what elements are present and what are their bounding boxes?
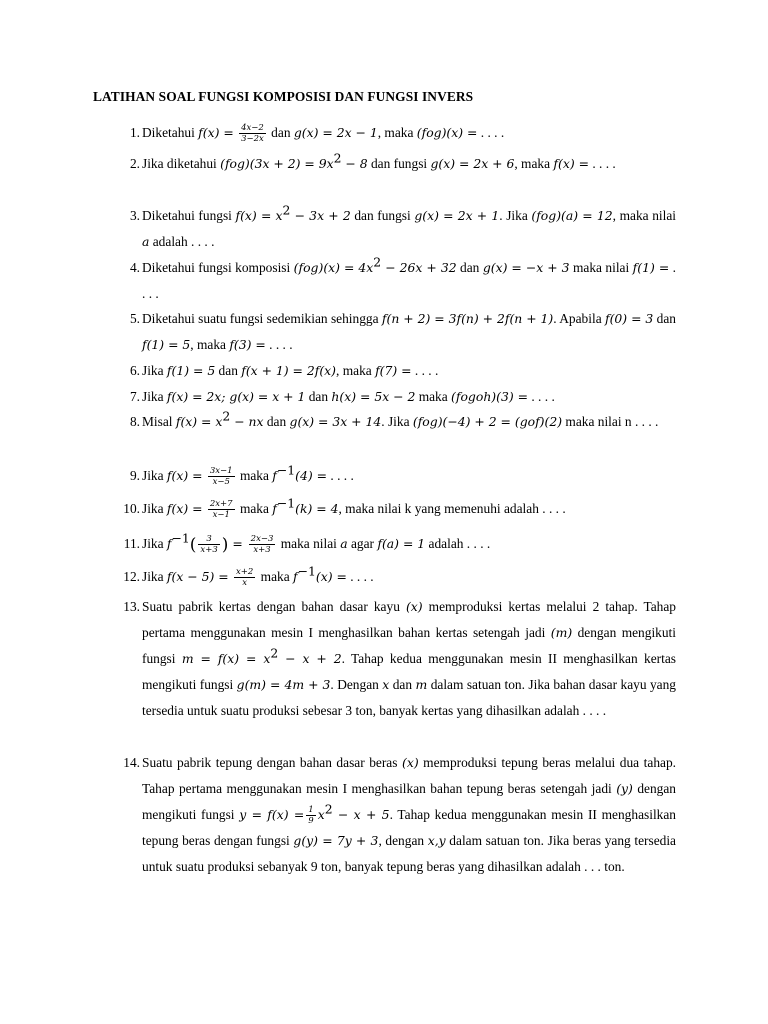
text: , dengan [378,833,428,848]
math: x,y [427,833,446,848]
math: (fogoh)(3) = [451,389,529,404]
left-paren: ( [189,534,197,555]
text: Jika [142,501,167,516]
text: dan fungsi [350,208,415,223]
text: maka nilai [277,536,341,551]
math: a [340,536,348,551]
question-9 [100,463,676,489]
question-1 [100,120,676,146]
math: (fog)(a) = 12 [531,208,613,223]
text: dengan mengikuti fungsi [142,781,676,822]
text: dengan mengikuti fungsi [142,625,676,666]
question-number: 1. [129,125,140,140]
question-number: 11. [123,536,140,551]
text: Diketahui fungsi komposisi [142,260,294,275]
fraction [306,805,315,826]
numerator: 1 [308,805,314,816]
question-12 [100,564,676,590]
denominator: 9 [308,816,314,827]
question-10 [100,496,676,522]
question-6 [100,358,676,384]
math: m = f(x) = x [181,651,271,666]
text: , maka [336,363,376,378]
math: f [272,468,277,483]
numerator: 3x−1 [209,466,233,477]
text: dan [263,414,290,429]
math: f(0) = 3 [605,311,654,326]
text: maka [236,501,273,516]
question-number: 7. [129,389,140,404]
math: g(x) = 2x + 1 [414,208,500,223]
text: . Apabila [553,311,605,326]
superscript: −1 [297,563,316,579]
text: dan [267,125,294,140]
question-number: 2. [129,156,140,171]
math: (y) [616,781,633,796]
math: (fog)(−4) + 2 = (gof)(2) [412,414,563,429]
text: Jika [142,389,167,404]
math: (fog)(3x + 2) = 9x [220,156,334,171]
right-paren: ) [221,534,229,555]
text: adalah . . . . [425,536,491,551]
text: , maka nilai [612,208,676,223]
math: (x) = [315,569,347,584]
numerator: 4x−2 [241,123,264,134]
math: − nx [230,414,264,429]
question-number: 9. [129,468,140,483]
text: memproduksi kertas melalui 2 tahap. Tahap pertama menggunakan mesin I menghasilkan bahan kertas setengah jadi [142,599,676,640]
text: dan [653,311,677,326]
fraction [208,499,235,520]
text: . . . . [477,125,505,140]
text: dan [456,260,483,275]
numerator: 3 [198,534,219,545]
numerator: 2x−3 [250,534,274,545]
text: dan [389,677,416,692]
math: (fog)(x) = [416,125,478,140]
math: − 3x + 2 [290,208,351,223]
text: maka nilai n . . . . [562,414,659,429]
text: , maka [514,156,554,171]
fraction [198,534,219,555]
math: f(x) = 2x; g(x) = x + 1 [166,389,306,404]
math: f(1) = 5 [166,363,216,378]
math: − x + 2 [278,651,342,666]
text: agar [347,536,378,551]
denominator: 3−2x [241,134,264,145]
document-title: LATIHAN SOAL FUNGSI KOMPOSISI DAN FUNGSI INVERS [93,89,474,104]
text: Jika [142,363,167,378]
text: . . . . [142,260,677,301]
math: f(x) = x [175,414,223,429]
text: dalam satuan ton. Jika bahan dasar kayu yang tersedia untuk suatu produksi sebesar 3 ton, banyak kertas yang dihasilkan adalah . . . . [142,677,676,718]
question-number: 14. [123,755,140,770]
math: x [382,677,390,692]
fraction [239,123,266,144]
math: f(x + 1) = 2f(x) [241,363,337,378]
question-3 [100,203,676,255]
math: f [293,569,298,584]
question-number: 4. [129,260,140,275]
text: Diketahui fungsi [142,208,236,223]
denominator: x+3 [253,545,271,556]
numerator: x+2 [236,567,254,578]
superscript: −1 [171,530,190,546]
math: h(x) = 5x − 2 [331,389,416,404]
text: Jika [142,468,167,483]
question-5 [100,306,676,358]
text: Diketahui [142,125,199,140]
math: f(1) = [632,260,670,275]
math: (4) = [295,468,328,483]
math: (k) = 4 [295,501,339,516]
question-text [142,384,676,410]
math: f(x) = [553,156,589,171]
math: (m) [550,625,573,640]
text: , maka [377,125,417,140]
text: maka [415,389,452,404]
text: . . . . [346,569,374,584]
question-number: 3. [129,208,140,223]
text: Suatu pabrik kertas dengan bahan dasar kayu [142,599,406,614]
text: dalam satuan ton. Jika beras yang tersedia untuk suatu produksi sebanyak 9 ton, banyak tepung beras yang dihasilkan adalah . . . ton. [142,833,676,874]
math: f(7) = [375,363,412,378]
question-number: 12. [123,569,140,584]
question-text [142,531,676,558]
math: f [272,501,277,516]
math: g(x) = 2x − 1 [293,125,378,140]
denominator: x−5 [212,477,230,488]
text: Jika diketahui [142,156,221,171]
text: Jika [142,569,167,584]
superscript: −1 [276,462,296,478]
math: f(x) = [198,125,234,140]
text: Misal [142,414,176,429]
text: adalah . . . . [149,234,215,249]
text: maka nilai [569,260,633,275]
question-text [142,594,676,724]
question-text [142,203,676,255]
math: g(x) = 3x + 14 [289,414,382,429]
text: , maka [190,337,230,352]
math: (x) [405,599,423,614]
text: dan [215,363,242,378]
numerator: 2x+7 [209,499,233,510]
math: g(x) = 2x + 6 [430,156,515,171]
question-text [142,151,676,177]
question-4 [100,255,676,307]
text: . . . . [588,156,616,171]
question-8 [100,409,676,435]
question-text [142,564,676,590]
question-number: 13. [123,599,140,614]
text: . Tahap kedua menggunakan mesin II menghasilkan tepung beras dengan fungsi [142,807,677,848]
question-number: 8. [129,414,140,429]
text: memproduksi tepung beras melalui dua tahap. Tahap pertama menggunakan mesin I menghasilkan bahan tepung beras setengah jadi [142,755,676,796]
math: y = f(x) = [239,807,305,822]
superscript: 2 [373,254,382,270]
denominator: x+3 [200,545,218,556]
question-2 [100,151,676,177]
text: . Tahap kedua menggunakan mesin II menghasilkan kertas mengikuti fungsi [142,651,677,692]
text: . Jika [499,208,532,223]
question-13 [100,594,676,724]
fraction [234,567,255,588]
question-number: 5. [129,311,140,326]
superscript: 2 [324,801,333,817]
text: . . . . [528,389,555,404]
math: x [317,807,325,822]
math: f(x) = [166,501,203,516]
denominator: x−1 [212,510,230,521]
question-number: 6. [129,363,140,378]
question-11 [100,531,676,558]
math: f [166,536,172,551]
text: dan [305,389,332,404]
fraction [208,466,235,487]
math: = [228,536,247,551]
question-7 [100,384,676,410]
text: maka [236,468,273,483]
math: f(x − 5) = [166,569,229,584]
math: f(3) = [229,337,266,352]
math: − x + 5 [332,807,390,822]
math: − 8 [341,156,368,171]
text: Jika [142,536,167,551]
text: . . . . [265,337,293,352]
math: (fog)(x) = 4x [293,260,374,275]
math: m [415,677,428,692]
text: . Jika [381,414,413,429]
denominator: x [242,578,248,589]
question-number: 10. [123,501,140,516]
superscript: 2 [282,202,291,218]
math: g(x) = −x + 3 [482,260,570,275]
text: Suatu pabrik tepung dengan bahan dasar beras [142,755,402,770]
superscript: −1 [276,495,296,511]
question-text [142,120,676,146]
math: f(a) = 1 [377,536,426,551]
math: (x) [402,755,419,770]
math: f(n + 2) = 3f(n) + 2f(n + 1) [381,311,554,326]
text: . Dengan [330,677,383,692]
text: . . . . [411,363,439,378]
question-text [142,750,676,880]
question-text [142,496,676,522]
fraction [249,534,276,555]
question-text [142,306,676,358]
question-text [142,463,676,489]
question-text [142,358,676,384]
text: Diketahui suatu fungsi sedemikian sehingga [142,311,382,326]
text: dan fungsi [367,156,431,171]
math: f(1) = 5 [142,337,191,352]
math: f(x) = x [235,208,283,223]
math: a [142,234,150,249]
superscript: 2 [222,408,231,424]
text: , maka nilai k yang memenuhi adalah . . . . [338,501,566,516]
math: g(m) = 4m + 3 [236,677,331,692]
text: maka [257,569,294,584]
math: f(x) = [166,468,203,483]
math: g(y) = 7y + 3 [293,833,379,848]
question-14 [100,750,676,880]
superscript: 2 [270,645,279,661]
superscript: 2 [333,150,342,166]
question-text [142,255,676,307]
text: . . . . [327,468,354,483]
question-text [142,409,676,435]
math: − 26x + 32 [381,260,457,275]
